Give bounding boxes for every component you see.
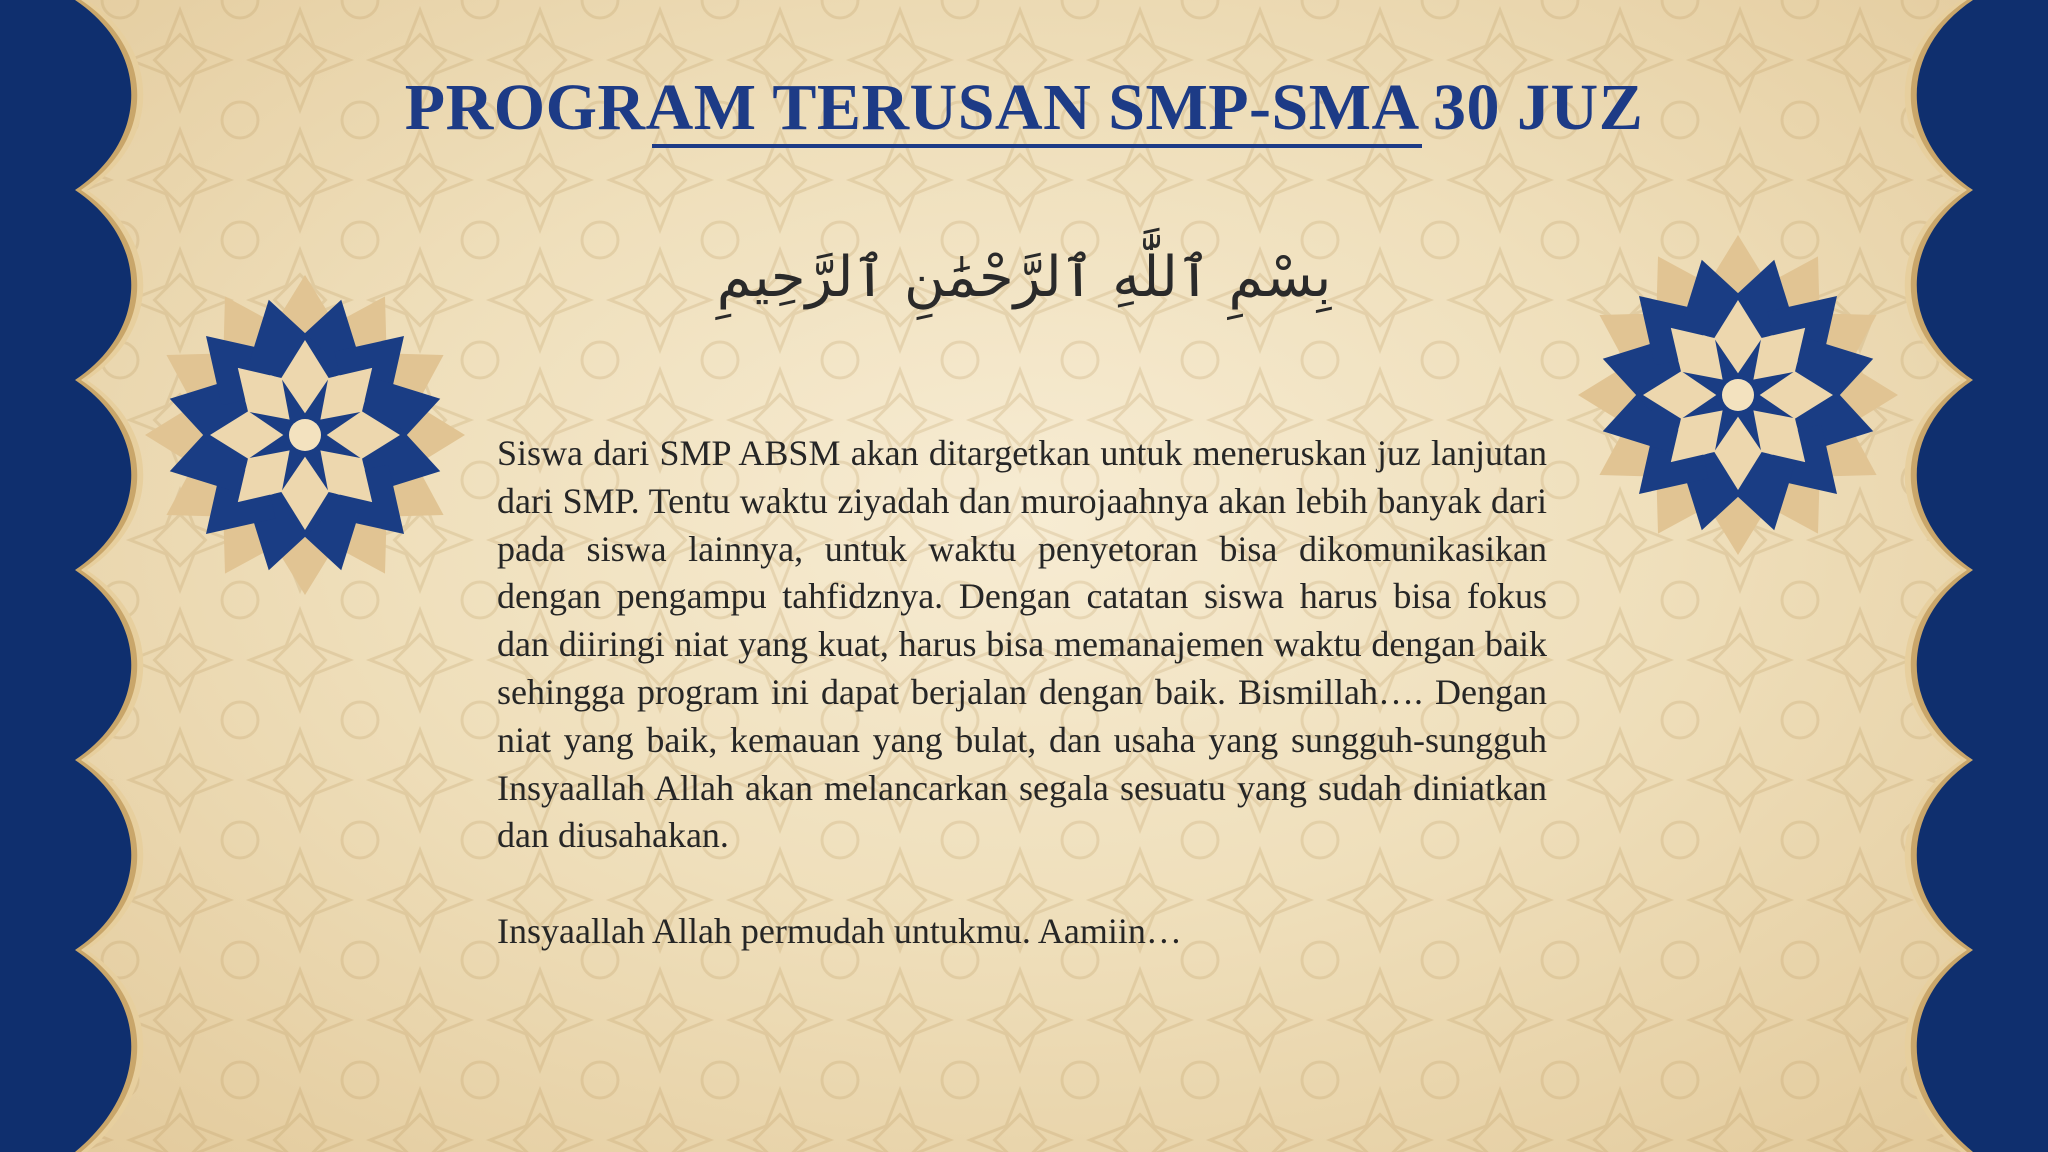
left-border bbox=[0, 0, 143, 1152]
basmala-text: بِسْمِ ٱللَّٰهِ ٱلرَّحْمَٰنِ ٱلرَّحِيمِ bbox=[716, 245, 1332, 310]
title-underline bbox=[652, 144, 1422, 148]
closing-line: Insyaallah Allah permudah untukmu. Aamiin… bbox=[497, 911, 1182, 951]
body-paragraph: Siswa dari SMP ABSM akan ditargetkan untuk meneruskan juz lanjutan dari SMP. Tentu waktu ziyadah dan murojaahnya akan lebih banyak dari pada siswa lainnya, untuk waktu penyetoran bisa dikomunikasikan dengan pengampu tahfidznya. Dengan catatan siswa harus bisa fokus dan diiringi niat yang kuat, harus bisa memanajemen waktu dengan baik sehingga program ini dapat berjalan dengan baik. Bismillah…. Dengan niat yang baik, kemauan yang bulat, dan usaha yang sungguh-sungguh Insyaallah Allah akan melancarkan segala sesuatu yang sudah diniatkan dan diusahakan. bbox=[497, 433, 1547, 856]
right-border bbox=[1905, 0, 2048, 1152]
slide-title: PROGRAM TERUSAN SMP-SMA 30 JUZ bbox=[404, 71, 1644, 144]
left-flower-ornament bbox=[140, 270, 470, 600]
